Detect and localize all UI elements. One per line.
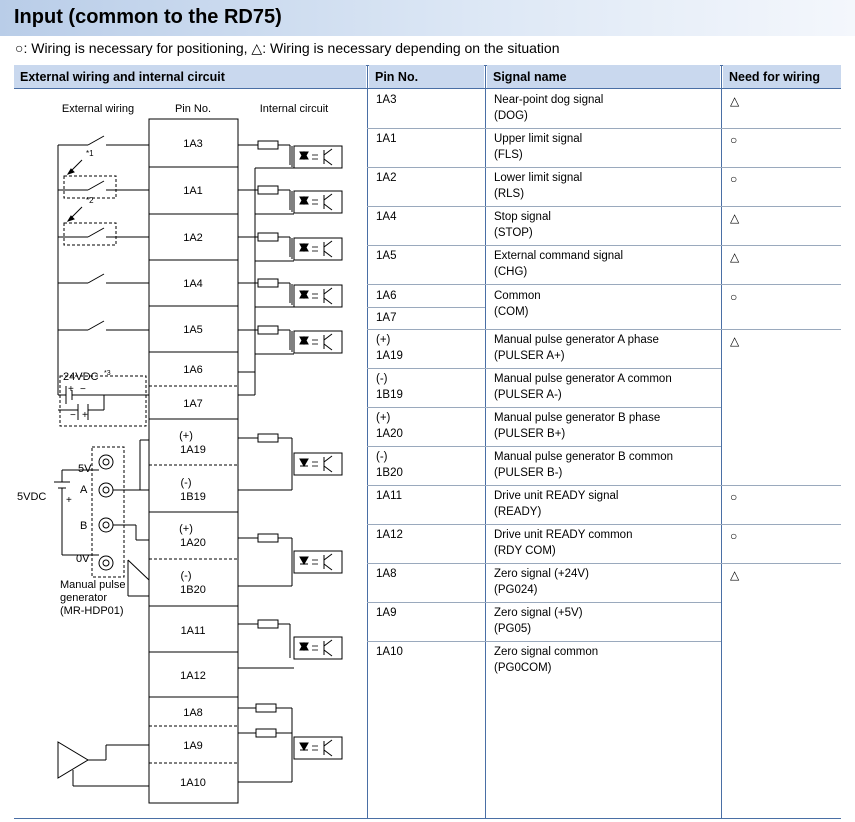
pin-1A8: 1A8 — [183, 707, 203, 719]
row-signal-abbr: (COM) — [494, 306, 529, 318]
supply-24vdc: 24VDC — [63, 371, 99, 383]
row-signal-name: Common — [494, 290, 541, 302]
col-sep-2 — [485, 65, 486, 819]
row-pin: 1B20 — [376, 467, 403, 479]
page-title: Input (common to the RD75) — [14, 6, 282, 28]
header-need: Need for wiring — [723, 65, 841, 89]
row-signal-name: Manual pulse generator A phase — [494, 334, 659, 346]
pin-1A2: 1A2 — [183, 232, 203, 244]
mpg-name-1: Manual pulse — [60, 579, 126, 591]
row-divider — [367, 128, 841, 129]
row-signal-name: Upper limit signal — [494, 133, 583, 145]
row-signal-abbr: (RDY COM) — [494, 545, 556, 557]
row-pin: 1A12 — [376, 529, 403, 541]
supply-24-minus-2: − — [70, 410, 76, 421]
row-signal-name: Drive unit READY signal — [494, 490, 619, 502]
row-signal-name: Zero signal (+24V) — [494, 568, 589, 580]
row-signal-name: Lower limit signal — [494, 172, 583, 184]
note-3: *3 — [104, 370, 111, 377]
pin-1B19: 1B19 — [180, 491, 206, 503]
row-divider — [367, 407, 721, 408]
row-divider — [367, 245, 841, 246]
row-pin: 1A8 — [376, 568, 397, 580]
pin-1A20: 1A20 — [180, 537, 206, 549]
row-subdivider — [367, 307, 485, 308]
row-signal-abbr: (PULSER A+) — [494, 350, 565, 362]
row-signal-abbr: (STOP) — [494, 227, 533, 239]
row-signal-name: Manual pulse generator B phase — [494, 412, 661, 424]
header-signal: Signal name — [487, 65, 720, 89]
row-pin-prefix: (+) — [376, 412, 391, 424]
row-pin: 1A5 — [376, 250, 397, 262]
terminal-block — [149, 119, 238, 803]
zero-signal-driver — [58, 742, 149, 786]
supply-24-minus: − — [80, 384, 86, 395]
row-signal-abbr: (PG0COM) — [494, 662, 552, 674]
row-pin-prefix: (-) — [376, 373, 388, 385]
row-signal-name: Near-point dog signal — [494, 94, 604, 106]
row-signal-name: Manual pulse generator A common — [494, 373, 672, 385]
row-signal-name: Manual pulse generator B common — [494, 451, 673, 463]
row-signal-name: Stop signal — [494, 211, 551, 223]
row-pin: 1A2 — [376, 172, 397, 184]
pin-1A19-sign: (+) — [179, 430, 193, 442]
row-signal-abbr: (FLS) — [494, 149, 523, 161]
pin-1B19-sign: (-) — [180, 477, 192, 489]
row-pin: 1A11 — [376, 490, 403, 502]
row-need: △ — [730, 250, 740, 264]
row-pin-prefix: (-) — [376, 451, 388, 463]
row-signal-name: Zero signal common — [494, 646, 599, 658]
pin-1A12: 1A12 — [180, 670, 206, 682]
row-need: △ — [730, 211, 740, 225]
row-signal-abbr: (PULSER B+) — [494, 428, 566, 440]
row-pin: 1A6 — [376, 290, 397, 302]
row-pin: 1A10 — [376, 646, 403, 658]
row-need: ○ — [730, 490, 738, 504]
supply-5-plus: + — [66, 495, 72, 506]
internal-circuit — [238, 141, 342, 782]
row-signal-abbr: (CHG) — [494, 266, 528, 278]
pin-1B20-sign: (-) — [180, 570, 192, 582]
row-need: △ — [730, 568, 740, 582]
manual-pulse-generator — [54, 440, 149, 596]
header-pin: Pin No. — [369, 65, 484, 89]
pin-1A7: 1A7 — [183, 398, 203, 410]
pin-1A1: 1A1 — [183, 185, 203, 197]
row-need: ○ — [730, 529, 738, 543]
row-pin: 1A19 — [376, 350, 403, 362]
mpg-name-3: (MR-HDP01) — [60, 605, 124, 617]
pin-1A3: 1A3 — [183, 138, 203, 150]
row-signal-abbr: (PULSER A-) — [494, 389, 562, 401]
row-pin: 1A3 — [376, 94, 397, 106]
row-signal-abbr: (PG05) — [494, 623, 532, 635]
wiring-diagram — [0, 0, 370, 822]
row-pin: 1A1 — [376, 133, 397, 145]
row-need: △ — [730, 94, 740, 108]
row-pin: 1A4 — [376, 211, 397, 223]
row-signal-abbr: (READY) — [494, 506, 542, 518]
row-divider — [367, 284, 841, 285]
legend-text: ○: Wiring is necessary for positioning, △: Wiring is necessary depending on the situation — [15, 40, 560, 56]
row-divider — [367, 446, 721, 447]
pin-1A20-sign: (+) — [179, 523, 193, 535]
row-signal-abbr: (RLS) — [494, 188, 525, 200]
row-divider — [367, 167, 841, 168]
row-pin-2: 1A7 — [376, 312, 397, 324]
mpg-a: A — [80, 484, 88, 496]
supply-24-plus-2: + — [82, 410, 88, 421]
pin-1A9: 1A9 — [183, 740, 203, 752]
mpg-0v: 0V — [76, 553, 90, 565]
row-signal-abbr: (DOG) — [494, 110, 528, 122]
row-divider — [367, 485, 841, 486]
pin-1A4: 1A4 — [183, 278, 203, 290]
row-pin: 1B19 — [376, 389, 403, 401]
label-external-wiring: External wiring — [61, 103, 135, 115]
row-divider — [367, 329, 841, 330]
label-internal-circuit: Internal circuit — [259, 103, 329, 115]
note-2: *2 — [86, 196, 94, 205]
row-signal-name: External command signal — [494, 250, 624, 262]
pin-1B20: 1B20 — [180, 584, 206, 596]
row-signal-abbr: (PG024) — [494, 584, 538, 596]
pin-1A11: 1A11 — [180, 625, 206, 637]
row-divider — [367, 641, 721, 642]
pin-1A6: 1A6 — [183, 364, 203, 376]
pin-1A19: 1A19 — [180, 444, 206, 456]
row-need: △ — [730, 334, 740, 348]
row-need: ○ — [730, 133, 738, 147]
row-divider — [367, 368, 721, 369]
mpg-5v: 5V — [78, 463, 92, 475]
row-signal-abbr: (PULSER B-) — [494, 467, 563, 479]
row-divider — [367, 524, 841, 525]
row-pin: 1A9 — [376, 607, 397, 619]
pin-1A5: 1A5 — [183, 324, 203, 336]
row-signal-name: Zero signal (+5V) — [494, 607, 583, 619]
row-signal-name: Drive unit READY common — [494, 529, 633, 541]
row-need: ○ — [730, 172, 738, 186]
mpg-b: B — [80, 520, 88, 532]
pin-1A10: 1A10 — [180, 777, 206, 789]
mpg-name-2: generator — [60, 592, 108, 604]
row-pin: 1A20 — [376, 428, 403, 440]
supply-5vdc: 5VDC — [17, 491, 47, 503]
note-1: *1 — [86, 149, 94, 158]
col-sep-3 — [721, 65, 722, 819]
row-pin-prefix: (+) — [376, 334, 391, 346]
row-need: ○ — [730, 290, 738, 304]
supply-24-plus: + — [68, 384, 74, 395]
row-divider — [367, 602, 721, 603]
label-pin-no: Pin No. — [174, 103, 212, 115]
row-divider — [367, 563, 841, 564]
header-circuit: External wiring and internal circuit — [14, 65, 366, 89]
row-divider — [367, 206, 841, 207]
